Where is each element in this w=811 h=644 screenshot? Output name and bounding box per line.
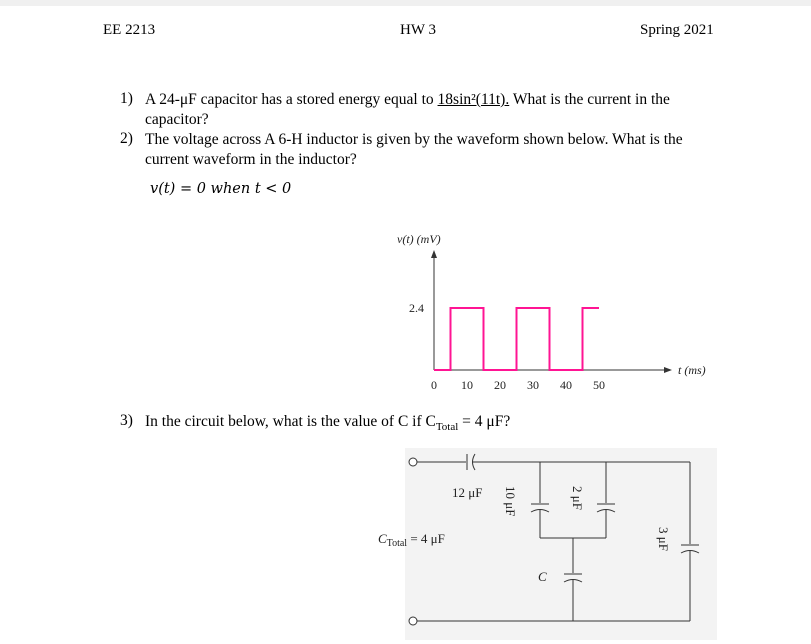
label-2uF: 2 μF bbox=[570, 486, 585, 510]
voltage-waveform bbox=[434, 308, 599, 370]
label-ctotal-value: = 4 μF bbox=[407, 531, 445, 546]
waveform-y-axis-label: v(t) (mV) bbox=[397, 232, 441, 246]
waveform-x-tick-30: 30 bbox=[527, 378, 539, 392]
q2-text-line1: The voltage across A 6-H inductor is given by the waveform shown below. What is the bbox=[145, 131, 683, 148]
q3-text-main: In the circuit below, what is the value of C if C bbox=[145, 413, 436, 430]
label-ctotal-subscript: Total bbox=[386, 538, 408, 549]
waveform-figure bbox=[397, 232, 706, 392]
label-12uF: 12 μF bbox=[452, 485, 483, 500]
label-10uF: 10 μF bbox=[503, 486, 518, 517]
waveform-x-tick-50: 50 bbox=[593, 378, 605, 392]
q3-subscript: Total bbox=[435, 421, 459, 434]
q2-number: 2) bbox=[120, 130, 133, 147]
terminal-bottom bbox=[409, 617, 417, 625]
q3-text-end: = 4 μF? bbox=[458, 413, 511, 430]
x-axis-arrow-icon bbox=[664, 367, 672, 373]
label-ctotal-symbol: C bbox=[378, 531, 387, 546]
q3-number: 3) bbox=[120, 412, 133, 429]
q1-energy-expression: 18sin²(11t). bbox=[437, 91, 510, 108]
q1-text-b: What is the current in the bbox=[509, 91, 670, 108]
term: Spring 2021 bbox=[640, 22, 714, 38]
waveform-x-ticks bbox=[431, 378, 605, 392]
assignment-title: HW 3 bbox=[400, 22, 436, 38]
label-3uF: 3 μF bbox=[656, 527, 671, 551]
y-axis-arrow-icon bbox=[431, 250, 437, 258]
waveform-x-tick-40: 40 bbox=[560, 378, 572, 392]
q2-text-line2: current waveform in the inductor? bbox=[145, 151, 357, 168]
q2-initial-condition: v(t) = 0 when t < 0 bbox=[150, 181, 292, 197]
circuit-figure bbox=[378, 448, 717, 640]
waveform-x-axis-label: t (ms) bbox=[678, 363, 706, 377]
waveform-x-tick-0: 0 bbox=[431, 378, 437, 392]
q1-text-line2: capacitor? bbox=[145, 111, 209, 128]
q1-number: 1) bbox=[120, 90, 133, 107]
q1-text-a: A 24-μF capacitor has a stored energy equal to bbox=[145, 91, 438, 108]
course-code: EE 2213 bbox=[103, 22, 156, 38]
terminal-top bbox=[409, 458, 417, 466]
waveform-x-tick-10: 10 bbox=[461, 378, 473, 392]
waveform-y-tick-2.4: 2.4 bbox=[409, 301, 424, 315]
waveform-x-tick-20: 20 bbox=[494, 378, 506, 392]
label-C: C bbox=[538, 569, 547, 584]
